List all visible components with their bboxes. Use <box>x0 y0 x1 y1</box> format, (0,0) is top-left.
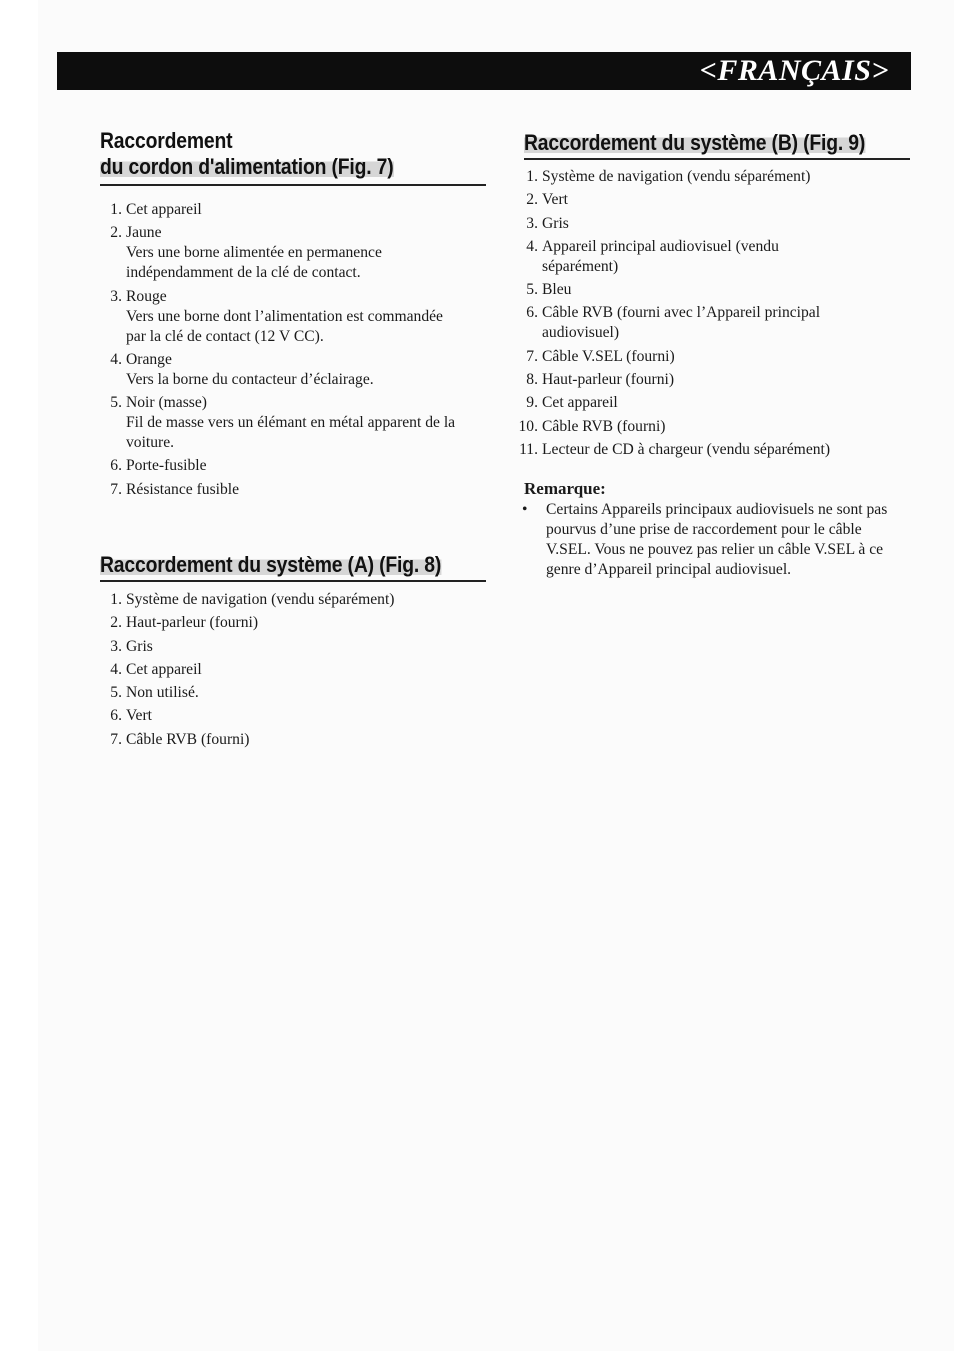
section-power-cord-title-line2: du cordon d'alimentation (Fig. 7) <box>100 154 394 179</box>
list-item: 4. Appareil principal audiovisuel (vendu séparément) <box>526 237 779 275</box>
section-power-cord-rule <box>100 184 486 186</box>
list-item: 1. Système de navigation (vendu séparément) <box>526 168 811 185</box>
section-system-a-rule <box>100 580 486 582</box>
power-cord-list <box>98 200 490 503</box>
list-item: 1. Cet appareil <box>110 201 202 218</box>
language-label: <FRANÇAIS> <box>699 54 889 87</box>
list-item: 10. Câble RVB (fourni) <box>518 417 666 435</box>
section-power-cord-heading <box>100 128 393 180</box>
list-item: 8. Haut-parleur (fourni) <box>526 371 675 389</box>
remark-note <box>522 500 896 580</box>
list-item: 4. Cet appareil <box>110 660 202 678</box>
language-header-bar <box>57 52 911 90</box>
section-system-b-heading <box>524 130 865 156</box>
list-item: 3. Rouge Vers une borne dont l’alimentation est commandée par la clé de contact (12 V CC). <box>110 287 443 345</box>
section-system-b-title: Raccordement du système (B) (Fig. 9) <box>524 130 866 155</box>
list-item: 9. Cet appareil <box>526 394 618 412</box>
section-system-b-rule <box>524 158 910 160</box>
list-item: 5. Non utilisé. <box>110 684 199 702</box>
list-item: 6. Porte-fusible <box>110 457 207 475</box>
list-item: 6. Vert <box>110 707 152 725</box>
section-system-a-heading <box>100 552 441 578</box>
list-item: 2. Jaune Vers une borne alimentée en permanence indépendamment de la clé de contact. <box>110 224 382 282</box>
list-item: 1. Système de navigation (vendu séparément) <box>110 591 395 608</box>
list-item: 7. Câble RVB (fourni) <box>110 730 250 748</box>
system-b-list <box>514 167 910 463</box>
section-system-a-title: Raccordement du système (A) (Fig. 8) <box>100 552 442 577</box>
list-item: 2. Vert <box>526 191 568 209</box>
remark-title: Remarque: <box>524 479 606 498</box>
remark-text: Certains Appareils principaux audiovisuels ne sont pas pourvus d’une prise de raccordement pour le câble V.SEL. Vous ne pouvez pas relier un câble V.SEL à ce genre d’Appareil principal audiovisuel. <box>546 501 888 578</box>
list-item: 5. Noir (masse) Fil de masse vers un élémant en métal apparent de la voiture. <box>110 394 456 452</box>
list-item: 7. Câble V.SEL (fourni) <box>526 347 675 365</box>
section-power-cord-title-line1: Raccordement <box>100 128 233 153</box>
list-item: 11. Lecteur de CD à chargeur (vendu séparément) <box>519 440 831 458</box>
list-item: 2. Haut-parleur (fourni) <box>110 614 259 632</box>
list-item: 3. Gris <box>110 637 153 655</box>
list-item: 4. Orange Vers la borne du contacteur d’éclairage. <box>110 350 374 388</box>
bullet-icon: • <box>522 501 528 518</box>
system-a-list <box>98 590 490 753</box>
list-item: 3. Gris <box>526 214 569 232</box>
list-item: 7. Résistance fusible <box>110 480 240 498</box>
list-item: 5. Bleu <box>526 281 572 299</box>
list-item: 6. Câble RVB (fourni avec l’Appareil principal audiovisuel) <box>526 304 821 342</box>
